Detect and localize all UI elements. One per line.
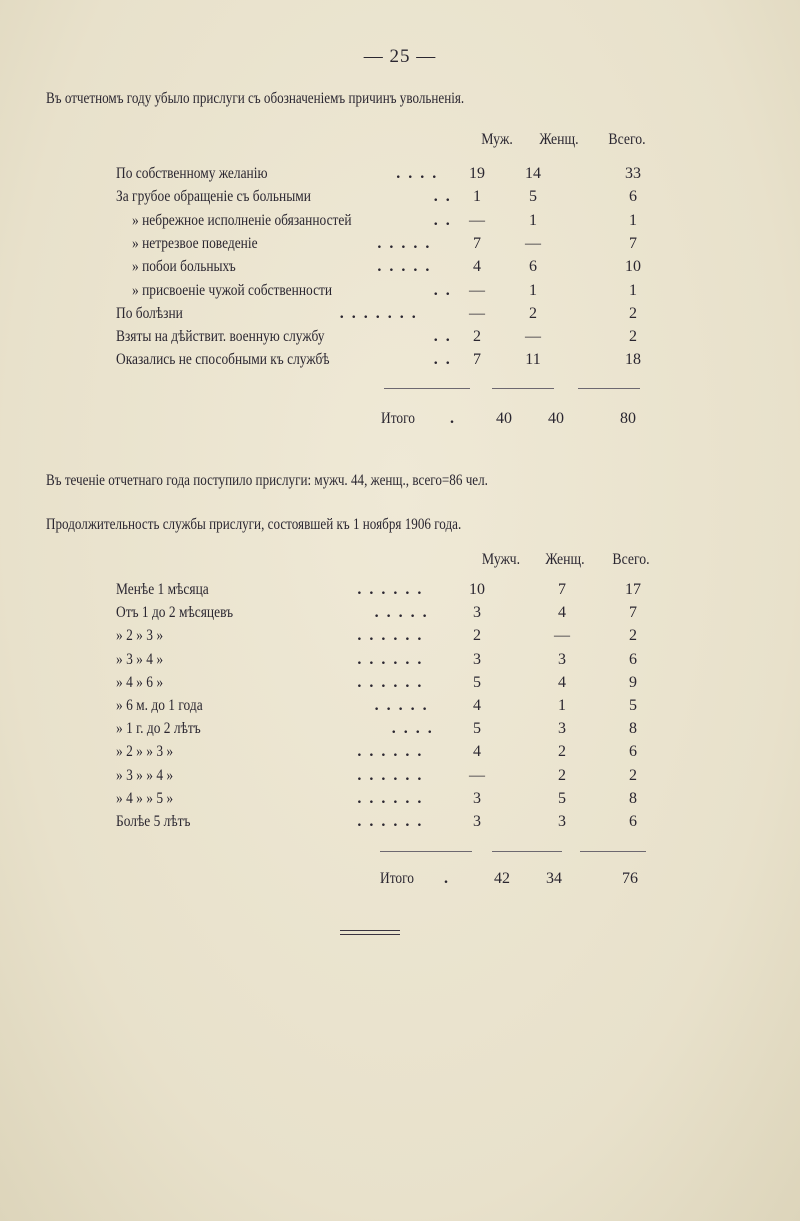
s1-cell-total: 18 [625, 351, 641, 369]
s1-col-women: Женщ. [539, 131, 579, 148]
s3-cell-men: 3 [473, 813, 481, 830]
s3-cell-total: 5 [629, 697, 637, 714]
s3-row [0, 767, 800, 791]
s1-row-label: Оказались не способными къ службѣ [116, 351, 330, 369]
s1-row [0, 328, 800, 352]
s1-total-women: 40 [548, 410, 564, 427]
s1-rule-total [578, 388, 640, 389]
s3-cell-total: 7 [629, 604, 637, 622]
s3-row [0, 697, 800, 721]
s1-total-dot: . [450, 410, 456, 427]
s3-cell-men: 5 [473, 673, 481, 691]
s3-cell-women: 2 [558, 766, 566, 784]
s3-row-leader-dots: . . . . . [374, 604, 429, 622]
s3-total-row [0, 870, 800, 894]
s1-row-leader-dots: . . [433, 211, 452, 229]
s3-row-label: » 2 » 3 » [116, 627, 164, 645]
s3-row [0, 581, 800, 605]
s1-total-all: 80 [620, 410, 636, 427]
s3-row [0, 604, 800, 628]
s3-col-men: Мужч. [481, 551, 521, 568]
s1-total-row [0, 410, 800, 434]
s3-row [0, 743, 800, 767]
s1-row-leader-dots: . . [433, 351, 452, 369]
s3-total-women: 34 [546, 870, 562, 887]
s3-row-label: » 3 » 4 » [116, 650, 164, 668]
s3-cell-women: 3 [558, 720, 566, 738]
s1-cell-men: — [469, 304, 485, 322]
s3-row-label: » 4 » » 5 » [116, 789, 174, 807]
s1-row-label: » нетрезвое поведеніе [132, 234, 258, 252]
s3-row [0, 720, 800, 744]
s1-row-leader-dots: . . [433, 328, 452, 346]
s3-cell-women: 4 [558, 604, 566, 622]
s1-cell-total: 2 [629, 304, 637, 322]
s3-rule-total [580, 851, 646, 852]
s1-row-label: » небрежное исполненіе обязанностей [132, 211, 352, 229]
s3-cell-women: 4 [558, 673, 566, 691]
s1-cell-women: 14 [525, 165, 541, 182]
s3-row-label: » 1 г. до 2 лѣтъ [116, 720, 201, 738]
s1-cell-men: — [469, 281, 485, 299]
s3-col-women: Женщ. [545, 551, 585, 568]
s3-cell-women: 1 [558, 697, 566, 714]
s1-row [0, 212, 800, 236]
s1-cell-women: 1 [529, 281, 537, 299]
s1-row-label: По собственному желанію [116, 165, 268, 182]
s3-cell-total: 6 [629, 813, 637, 830]
s3-row-label: » 6 м. до 1 года [116, 697, 203, 714]
s1-col-men: Муж. [481, 131, 513, 148]
s3-total-all: 76 [622, 870, 638, 887]
s1-cell-men: 19 [469, 165, 485, 182]
s1-cell-men: — [469, 211, 485, 229]
s3-cell-men: 3 [473, 789, 481, 807]
s3-cell-total: 17 [625, 581, 641, 598]
s1-cell-women: 6 [529, 258, 537, 276]
s3-row-label: » 2 » » 3 » [116, 743, 174, 761]
s3-row-leader-dots: . . . . . . [357, 766, 424, 784]
section1-heading: Въ отчетномъ году убыло прислуги съ обозначеніемъ причинъ увольненія. [46, 90, 465, 107]
s3-row-label: » 4 » 6 » [116, 673, 164, 691]
s1-cell-men: 2 [473, 328, 481, 346]
s3-total-dot: . [444, 870, 450, 887]
s3-row-leader-dots: . . . . . . [357, 789, 424, 807]
s3-cell-men: — [469, 766, 485, 784]
s3-row [0, 813, 800, 837]
s1-cell-men: 1 [473, 188, 481, 206]
s1-row-leader-dots: . . . . . [377, 234, 432, 252]
s1-row-label: По болѣзни [116, 304, 183, 322]
s1-row [0, 258, 800, 282]
s3-row-leader-dots: . . . . . . [357, 813, 424, 830]
s1-row-label: » присвоеніе чужой собственности [132, 281, 333, 299]
s3-cell-total: 8 [629, 720, 637, 738]
s1-row [0, 305, 800, 329]
s3-row [0, 627, 800, 651]
s3-cell-women: 2 [558, 743, 566, 761]
s1-cell-total: 33 [625, 165, 641, 182]
s3-row-leader-dots: . . . . . . [357, 673, 424, 691]
s3-rule-men [380, 851, 472, 852]
s1-row-label: За грубое обращеніе съ больными [116, 188, 311, 206]
s1-row-label: Взяты на дѣйствит. военную службу [116, 328, 325, 346]
s3-cell-total: 2 [629, 627, 637, 645]
s3-cell-men: 3 [473, 604, 481, 622]
s1-cell-total: 7 [629, 234, 637, 252]
s1-cell-women: — [525, 328, 541, 346]
s1-cell-women: — [525, 234, 541, 252]
s1-row-leader-dots: . . . . . . . [339, 304, 418, 322]
s3-row-leader-dots: . . . . . . [357, 650, 424, 668]
s3-cell-men: 10 [469, 581, 485, 598]
s1-cell-total: 1 [629, 211, 637, 229]
s3-cell-men: 4 [473, 743, 481, 761]
s1-rule-men [384, 388, 470, 389]
s1-rule-women [492, 388, 554, 389]
s1-cell-men: 7 [473, 234, 481, 252]
s1-row-label: » побои больныхъ [132, 258, 236, 276]
s1-row [0, 235, 800, 259]
s1-cell-men: 7 [473, 351, 481, 369]
s1-cell-women: 2 [529, 304, 537, 322]
s3-row [0, 674, 800, 698]
s1-total-men: 40 [496, 410, 512, 427]
s3-cell-women: 3 [558, 650, 566, 668]
s1-cell-men: 4 [473, 258, 481, 276]
s1-total-label: Итого [381, 410, 416, 427]
s3-row-leader-dots: . . . . [391, 720, 434, 738]
s3-cell-women: 3 [558, 813, 566, 830]
s1-cell-women: 11 [525, 351, 541, 369]
s1-cell-total: 2 [629, 328, 637, 346]
s3-cell-total: 2 [629, 766, 637, 784]
s1-row [0, 282, 800, 306]
s3-cell-women: 7 [558, 581, 566, 598]
s3-cell-total: 9 [629, 673, 637, 691]
s3-row [0, 651, 800, 675]
s1-row-leader-dots: . . [433, 188, 452, 206]
s3-total-men: 42 [494, 870, 510, 887]
s3-total-label: Итого [380, 870, 415, 887]
s1-row-leader-dots: . . . . [396, 165, 439, 182]
s3-cell-men: 4 [473, 697, 481, 714]
s1-cell-women: 1 [529, 211, 537, 229]
s1-cell-total: 6 [629, 188, 637, 206]
s3-row-leader-dots: . . . . . . [357, 743, 424, 761]
section3-heading: Продолжительность службы прислуги, состоявшей къ 1 ноября 1906 года. [46, 516, 462, 533]
s3-row-leader-dots: . . . . . . [357, 627, 424, 645]
s3-rule-women [492, 851, 562, 852]
s1-cell-women: 5 [529, 188, 537, 206]
section2-text: Въ теченіе отчетнаго года поступило прислуги: мужч. 44, женщ., всего=86 чел. [46, 472, 488, 489]
s3-row [0, 790, 800, 814]
end-rule-top [340, 930, 400, 931]
s3-row-label: Менѣе 1 мѣсяца [116, 581, 209, 598]
s3-cell-total: 8 [629, 789, 637, 807]
s3-row-leader-dots: . . . . . . [357, 581, 424, 598]
s3-cell-total: 6 [629, 650, 637, 668]
s3-row-label: » 3 » » 4 » [116, 766, 174, 784]
s3-cell-women: 5 [558, 789, 566, 807]
s3-cell-men: 5 [473, 720, 481, 738]
end-rule-bottom [340, 934, 400, 935]
s3-col-total: Всего. [612, 551, 650, 568]
page-number: — 25 — [363, 46, 437, 67]
s1-row-leader-dots: . . [433, 281, 452, 299]
s1-row [0, 165, 800, 189]
s1-cell-total: 1 [629, 281, 637, 299]
s1-cell-total: 10 [625, 258, 641, 276]
s3-row-label: Болѣе 5 лѣтъ [116, 813, 191, 830]
s3-cell-women: — [554, 627, 570, 645]
s1-row [0, 188, 800, 212]
s1-row-leader-dots: . . . . . [377, 258, 432, 276]
s3-row-label: Отъ 1 до 2 мѣсяцевъ [116, 604, 234, 622]
s1-row [0, 351, 800, 375]
s3-cell-men: 3 [473, 650, 481, 668]
s3-cell-total: 6 [629, 743, 637, 761]
s1-col-total: Всего. [608, 131, 646, 148]
s3-cell-men: 2 [473, 627, 481, 645]
s3-row-leader-dots: . . . . . [374, 697, 429, 714]
